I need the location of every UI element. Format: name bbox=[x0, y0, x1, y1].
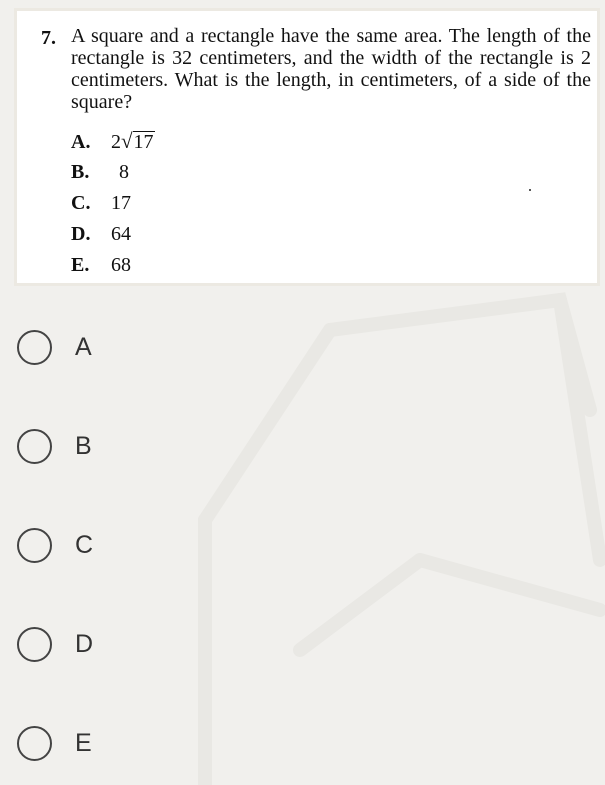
stray-dot bbox=[529, 189, 531, 191]
choice-c bbox=[71, 192, 131, 215]
answer-option-c[interactable] bbox=[17, 525, 93, 565]
answer-option-a[interactable] bbox=[17, 327, 92, 367]
coefficient: 2 bbox=[111, 131, 121, 153]
choice-a bbox=[71, 129, 155, 154]
radio-button[interactable] bbox=[17, 726, 52, 761]
choice-letter: E. bbox=[71, 254, 90, 276]
choice-letter: A. bbox=[71, 131, 91, 153]
radio-button[interactable] bbox=[17, 627, 52, 662]
option-label: E bbox=[75, 728, 92, 757]
option-label: D bbox=[75, 629, 94, 658]
choice-value: 64 bbox=[111, 223, 131, 245]
radio-button[interactable] bbox=[17, 330, 52, 365]
answer-option-d[interactable] bbox=[17, 624, 93, 664]
choice-value: 17 bbox=[111, 192, 131, 214]
answer-option-b[interactable] bbox=[17, 426, 92, 466]
question-text: A square and a rectangle have the same area. The length of the rectangle is 32 centimeters, and the width of the rectangle is 2 centimeters. What is the length, in centimeters, of a side of the square? bbox=[71, 25, 591, 113]
choice-letter: C. bbox=[71, 192, 91, 214]
question-card bbox=[14, 8, 600, 286]
choice-b bbox=[71, 161, 129, 184]
question-number: 7. bbox=[41, 27, 56, 49]
choice-e bbox=[71, 254, 131, 277]
option-label: B bbox=[75, 431, 92, 460]
radio-button[interactable] bbox=[17, 528, 52, 563]
radical-sign: √ bbox=[121, 129, 133, 153]
sqrt-expression bbox=[111, 129, 155, 154]
choice-d bbox=[71, 223, 131, 246]
choice-value: 8 bbox=[119, 161, 129, 183]
choice-letter: B. bbox=[71, 161, 90, 183]
choice-value: 68 bbox=[111, 254, 131, 276]
radio-button[interactable] bbox=[17, 429, 52, 464]
choice-letter: D. bbox=[71, 223, 91, 245]
radicand: 17 bbox=[133, 131, 154, 153]
option-label: C bbox=[75, 530, 94, 559]
answer-option-e[interactable] bbox=[17, 723, 92, 763]
option-label: A bbox=[75, 332, 92, 361]
